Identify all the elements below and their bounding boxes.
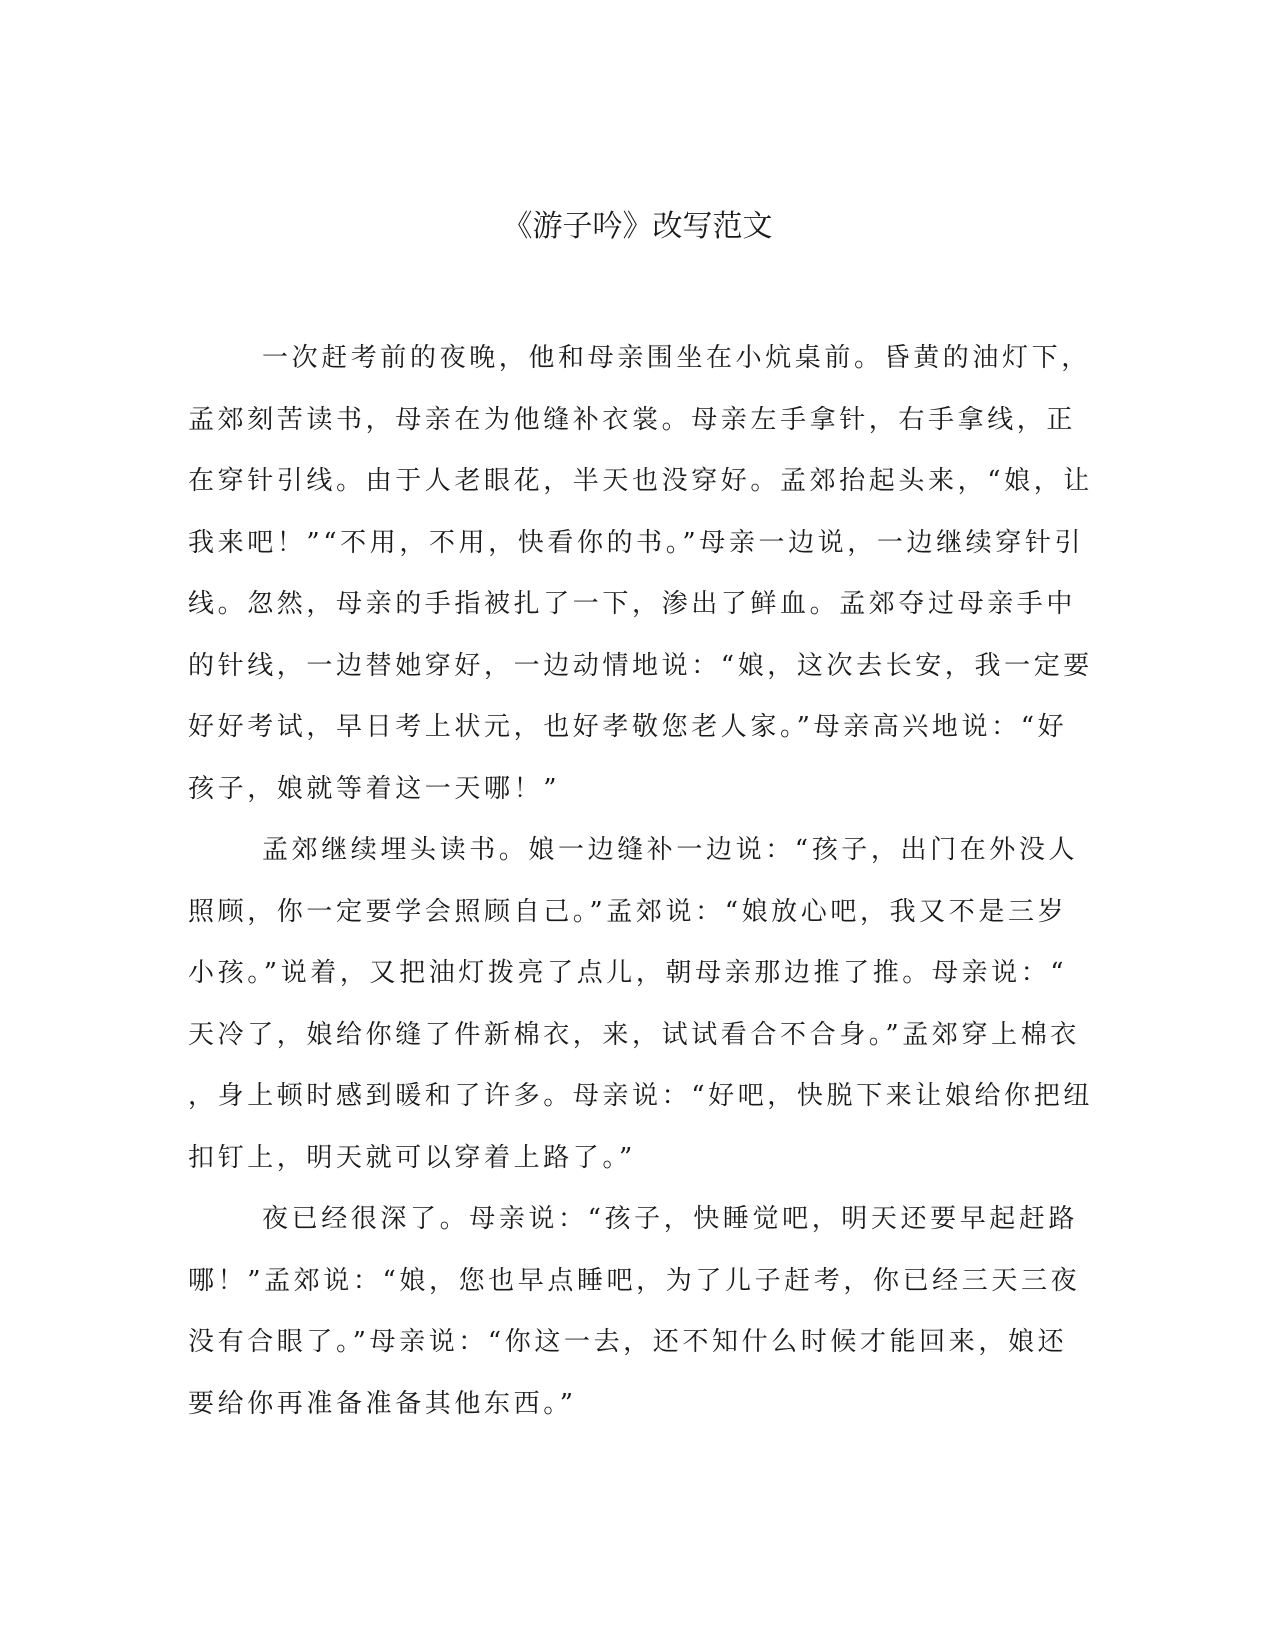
text-line: 小孩。”说着，又把油灯拨亮了点儿，朝母亲那边推了推。母亲说：“ [188,958,1068,988]
text-line: 天冷了，娘给你缝了件新棉衣，来，试试看合不合身。”孟郊穿上棉衣 [188,1019,1080,1050]
paragraph-1 [188,328,1093,820]
text-line: 一次赶考前的夜晚，他和母亲围坐在小炕桌前。昏黄的油灯下， [262,343,1091,373]
text-line: 扣钉上，明天就可以穿着上路了。” [188,1142,636,1173]
text-line: 哪！”孟郊说：“娘，您也早点睡吧，为了儿子赶考，你已经三天三夜 [188,1265,1081,1296]
paragraph-3 [188,1189,1081,1435]
text-line: 线。忽然，母亲的手指被扎了一下，渗出了鲜血。孟郊夺过母亲手中 [188,589,1077,619]
text-line: 没有合眼了。”母亲说：“你这一去，还不知什么时候才能回来，娘还 [188,1327,1068,1357]
text-line: 夜已经很深了。母亲说：“孩子，快睡觉吧，明天还要早起赶路 [262,1204,1079,1234]
document-body [188,328,1093,1435]
text-line: 好好考试，早日考上状元，也好孝敬您老人家。”母亲高兴地说：“好 [188,712,1068,742]
text-line: 孟郊继续埋头读书。娘一边缝补一边说：“孩子，出门在外没人 [262,835,1079,865]
text-line: ，身上顿时感到暖和了许多。母亲说：“好吧，快脱下来让娘给你把纽 [188,1081,1093,1111]
text-line: 照顾，你一定要学会照顾自己。”孟郊说：“娘放心吧，我又不是三岁 [188,896,1068,927]
text-line: 孩子，娘就等着这一天哪！” [188,773,561,804]
text-line: 要给你再准备准备其他东西。” [188,1388,577,1419]
text-line: 我来吧！”“不用，不用，快看你的书。”母亲一边说，一边继续穿针引 [188,527,1085,558]
text-line: 在穿针引线。由于人老眼花，半天也没穿好。孟郊抬起头来，“娘，让 [188,466,1093,496]
text-line: 的针线，一边替她穿好，一边动情地说：“娘，这次去长安，我一定要 [188,650,1093,681]
text-line: 孟郊刻苦读书，母亲在为他缝补衣裳。母亲左手拿针，右手拿线，正 [188,404,1077,435]
paragraph-2 [188,820,1093,1189]
document-title: 《游子吟》改写范文 [502,209,773,244]
